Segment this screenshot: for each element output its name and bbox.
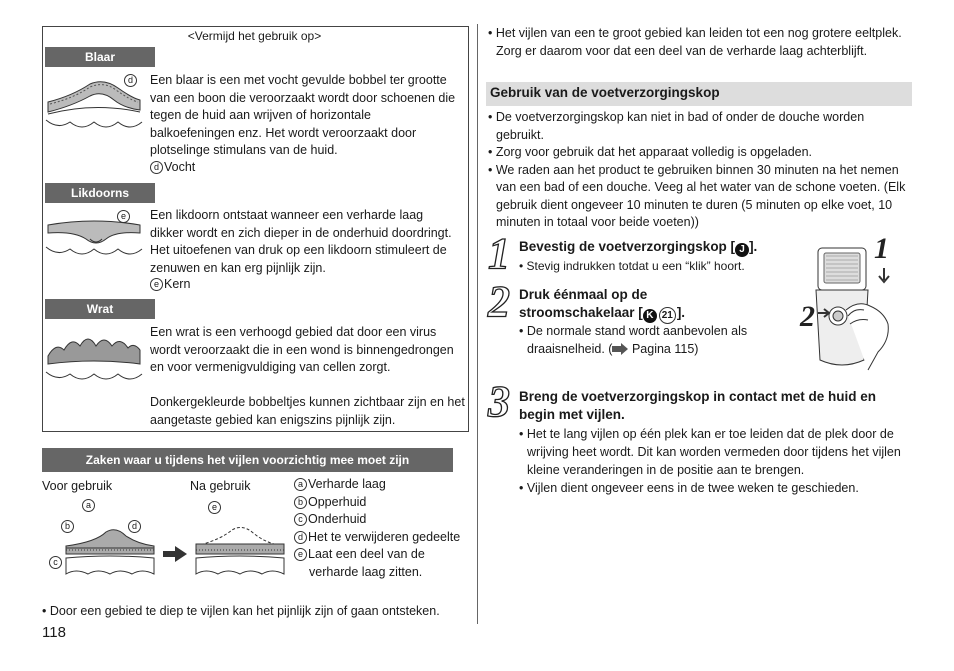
marker-e: e	[117, 210, 130, 223]
key-k-icon: K	[643, 309, 657, 323]
marker-a: a	[82, 499, 95, 512]
blaar-label: Blaar	[45, 47, 155, 67]
avoid-header: <Vermijd het gebruik op>	[187, 29, 322, 43]
wrat-text-2: Donkergekleurde bobbeltjes kunnen zichtbaar zijn en het aangetaste gebied kan enigszins pijnlijk zijn.	[150, 395, 465, 427]
step-2-sub: • De normale stand wordt aanbevolen als draaisnelheid. ( Pagina 115)	[519, 322, 789, 360]
arrow-right-icon	[163, 546, 187, 562]
wrat-label: Wrat	[45, 299, 155, 319]
step-2-number: 2	[488, 277, 510, 326]
legend-item-c: c Onderhuid	[294, 511, 464, 529]
page-number: 118	[42, 624, 66, 641]
step-1-number: 1	[488, 229, 510, 278]
figure-label-2: 2	[800, 300, 815, 333]
step-3-title: Breng de voetverzorgingskop in contact met de huid en begin met vijlen.	[519, 389, 877, 422]
bottom-bullet: • Door een gebied te diep te vijlen kan het pijnlijk zijn of gaan ontsteken.	[42, 604, 440, 618]
column-divider	[477, 24, 478, 624]
care-header: Zaken waar u tijdens het vijlen voorzichtig mee moet zijn	[42, 448, 453, 472]
usage-bullet-3: • We raden aan het product te gebruiken binnen 30 minuten na het nemen van een bad of een douche. Veeg al het water van de schone voeten. (Elk gebruik dient ongeveer 10 minuten te duren (5 minuten op elke voet, 10 minuten in totaal voor beide voeten))	[488, 162, 906, 229]
page-arrow-icon	[612, 342, 628, 360]
ref-21: 21	[659, 307, 676, 324]
blaar-note: d Vocht	[150, 159, 195, 177]
after-label: Na gebruik	[190, 479, 251, 493]
legend	[294, 476, 464, 581]
likdoorns-text: Een likdoorn ontstaat wanneer een verharde laag dikker wordt en zich dieper in de onderhuid doordringt. Het uitoefenen van druk op een likdoorn stimuleert de zenuwen en kan erg pijnlijk zijn.	[150, 208, 452, 275]
step-3-sub-1: • Het te lang vijlen op één plek kan er toe leiden dat de plek door de wrijving heet wordt. Dit kan worden vermeden door tijdens het vijlen kleine veranderingen in de positie aan te brengen.	[519, 427, 901, 477]
usage-bullet-1: • De voetverzorgingskop kan niet in bad of onder de douche worden gebruikt.	[488, 110, 865, 142]
wrat-text: Een wrat is een verhoogd gebied dat door een virus wordt veroorzaakt die in een wond is binnengedrongen en voor vermenigvuldiging van cellen zorgt.	[150, 325, 454, 374]
usage-bullet-2: • Zorg voor gebruik dat het apparaat volledig is opgeladen.	[488, 145, 813, 159]
legend-item-a: a Verharde laag	[294, 476, 464, 494]
key-j-icon: J	[735, 243, 749, 257]
before-label: Voor gebruik	[42, 479, 113, 493]
marker-d: d	[124, 74, 137, 87]
likdoorns-label: Likdoorns	[45, 183, 155, 203]
top-bullet: • Het vijlen van een te groot gebied kan leiden tot een nog grotere eeltplek. Zorg er daarom voor dat een deel van de verharde laag achterblijft.	[488, 26, 902, 58]
blaar-text: Een blaar is een met vocht gevulde bobbel ter grootte van een boon die veroorzaakt wordt door schoenen die tegen de huid aan wrijven of horizontale balkoefeningen enz. Het wordt veroorzaakt door plotselinge stimulans van de huid.	[150, 73, 456, 157]
step-1-sub: • Stevig indrukken totdat u een “klik” hoort.	[519, 259, 745, 273]
legend-item-e: e Laat een deel van de verharde laag zitten.	[294, 546, 464, 581]
after-illustration	[190, 496, 290, 580]
legend-item-d: d Het te verwijderen gedeelte	[294, 529, 464, 547]
likdoorns-note: e Kern	[150, 276, 190, 294]
step-1-title: Bevestig de voetverzorgingskop [ J ].	[519, 239, 758, 255]
step-2-title: Druk éénmaal op de stroomschakelaar [ K 21 ].	[519, 286, 749, 324]
figure-label-1: 1	[874, 232, 889, 265]
marker-b: b	[61, 520, 74, 533]
device-illustration	[798, 240, 914, 380]
section-title-text: Gebruik van de voetverzorgingskop	[490, 85, 720, 100]
marker-d2: d	[128, 520, 141, 533]
marker-e2: e	[208, 501, 221, 514]
wart-illustration	[44, 320, 144, 390]
step-3-subs	[519, 425, 914, 497]
before-illustration	[44, 496, 164, 580]
section-title	[486, 82, 912, 106]
step-3-number: 3	[488, 377, 510, 426]
marker-c: c	[49, 556, 62, 569]
usage-bullets	[488, 109, 914, 232]
step-3-sub-2: • Vijlen dient ongeveer eens in de twee weken te geschieden.	[519, 481, 859, 495]
legend-item-b: b Opperhuid	[294, 494, 464, 512]
